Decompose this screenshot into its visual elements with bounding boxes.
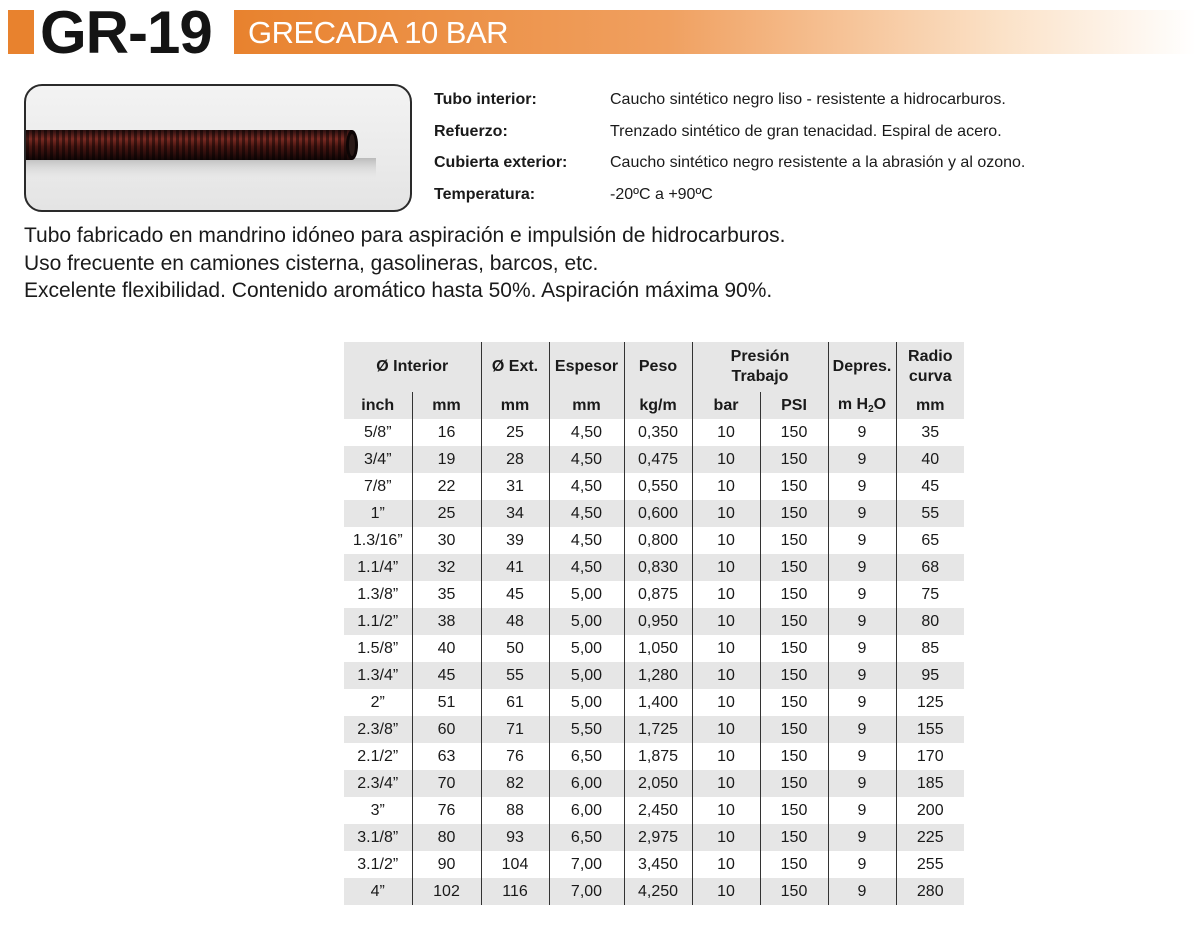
cell-psi: 150 <box>760 878 828 905</box>
cell-radio: 68 <box>896 554 964 581</box>
cell-radio: 85 <box>921 639 940 657</box>
cell-depres: 9 <box>828 581 896 608</box>
table-row <box>344 500 964 527</box>
cell-depres: 9 <box>828 824 896 851</box>
cell-espesor: 5,00 <box>549 662 624 689</box>
spec-label: Cubierta exterior: <box>434 154 568 171</box>
cell-radio: 155 <box>896 716 964 743</box>
unit-mh2o-sub: 2 <box>868 404 874 415</box>
cell-psi: 150 <box>760 554 828 581</box>
cell-inch: 1.1/4” <box>344 554 412 581</box>
cell-inch: 1.3/16” <box>344 527 412 554</box>
table-row <box>344 554 964 581</box>
cell-depres: 9 <box>828 419 896 446</box>
cell-mm-interior: 63 <box>412 743 481 770</box>
cell-inch: 3/4” <box>344 446 412 473</box>
cell-mm-interior: 25 <box>412 500 481 527</box>
cell-peso: 1,725 <box>624 716 692 743</box>
cell-bar: 10 <box>692 527 760 554</box>
header-radio-line1: Radio <box>908 348 953 365</box>
cell-inch: 1.3/8” <box>344 581 412 608</box>
table-header-row <box>344 342 964 392</box>
cell-mm-interior: 32 <box>412 554 481 581</box>
cell-depres: 9 <box>828 500 896 527</box>
cell-radio: 170 <box>916 747 944 765</box>
cell-inch: 5/8” <box>344 419 412 446</box>
spec-label: Tubo interior: <box>434 91 537 108</box>
specs-table <box>344 342 964 905</box>
cell-depres: 9 <box>828 797 896 824</box>
cell-peso: 2,450 <box>624 797 692 824</box>
cell-bar: 10 <box>692 743 760 770</box>
cell-depres: 9 <box>828 851 896 878</box>
table-units-row <box>344 392 964 419</box>
spec-value: Caucho sintético negro resistente a la abrasión y al ozono. <box>610 154 1026 171</box>
cell-psi: 150 <box>760 635 828 662</box>
cell-mm-interior: 70 <box>412 770 481 797</box>
cell-inch: 1.5/8” <box>344 635 412 662</box>
cell-peso: 1,280 <box>624 662 692 689</box>
cell-psi: 150 <box>760 743 828 770</box>
cell-espesor: 6,00 <box>549 770 624 797</box>
cell-bar: 10 <box>692 473 760 500</box>
cell-espesor: 4,50 <box>549 446 624 473</box>
cell-radio: 80 <box>896 608 964 635</box>
cell-bar: 10 <box>692 797 760 824</box>
cell-peso: 1,050 <box>624 635 692 662</box>
cell-radio: 255 <box>916 855 944 873</box>
description-line: Excelente flexibilidad. Contenido aromático hasta 50%. Aspiración máxima 90%. <box>24 279 773 302</box>
title-band <box>234 10 1196 54</box>
cell-mm-interior: 40 <box>412 635 481 662</box>
cell-peso: 2,050 <box>624 770 692 797</box>
cell-radio: 45 <box>921 477 940 495</box>
cell-depres: 9 <box>828 662 896 689</box>
table-row <box>344 878 964 905</box>
cell-psi: 150 <box>760 500 828 527</box>
cell-espesor: 4,50 <box>549 500 624 527</box>
cell-bar: 10 <box>692 554 760 581</box>
spec-label: Refuerzo: <box>434 122 508 140</box>
cell-peso: 1,400 <box>624 689 692 716</box>
table-row <box>344 797 964 824</box>
description-line: Tubo fabricado en mandrino idóneo para aspiración e impulsión de hidrocarburos. <box>24 224 786 247</box>
cell-mm-ext: 34 <box>481 500 549 527</box>
cell-mm-interior: 45 <box>412 662 481 689</box>
cell-bar: 10 <box>692 500 760 527</box>
cell-mm-ext: 61 <box>481 689 549 716</box>
product-image-frame <box>24 84 412 212</box>
spec-value: -20ºC a +90ºC <box>610 185 713 203</box>
cell-depres: 9 <box>828 635 896 662</box>
cell-depres: 9 <box>828 878 896 905</box>
cell-depres: 9 <box>828 689 896 716</box>
cell-espesor: 7,00 <box>549 851 624 878</box>
cell-mm-ext: 25 <box>481 419 549 446</box>
cell-bar: 10 <box>692 878 760 905</box>
cell-espesor: 5,00 <box>549 581 624 608</box>
cell-psi: 150 <box>760 608 828 635</box>
table-body <box>344 419 964 905</box>
cell-psi: 150 <box>760 446 828 473</box>
cell-mm-ext: 104 <box>481 851 549 878</box>
cell-bar: 10 <box>692 662 760 689</box>
cell-bar: 10 <box>692 851 760 878</box>
unit-mm-radio: mm <box>896 392 964 419</box>
cell-psi: 150 <box>760 527 828 554</box>
table-row <box>344 419 964 446</box>
cell-inch: 1.1/2” <box>344 608 412 635</box>
cell-mm-interior: 22 <box>412 473 481 500</box>
cell-radio: 55 <box>896 500 964 527</box>
cell-bar: 10 <box>692 581 760 608</box>
cell-inch: 7/8” <box>344 473 412 500</box>
cell-peso: 4,250 <box>624 878 692 905</box>
page-header <box>0 0 1196 66</box>
cell-radio: 65 <box>921 531 940 549</box>
cell-mm-interior: 102 <box>412 878 481 905</box>
cell-espesor: 7,00 <box>549 878 624 905</box>
spec-label: Temperatura: <box>434 185 536 203</box>
description-line: Uso frecuente en camiones cisterna, gasolineras, barcos, etc. <box>24 251 599 275</box>
cell-mm-interior: 76 <box>412 797 481 824</box>
unit-inch: inch <box>344 392 412 419</box>
cell-espesor: 5,00 <box>549 608 624 635</box>
unit-mh2o-suffix: O <box>873 396 887 413</box>
cell-peso: 2,975 <box>624 824 692 851</box>
cell-inch: 2.3/4” <box>344 770 412 797</box>
cell-inch: 2” <box>344 689 412 716</box>
cell-inch: 2.1/2” <box>344 743 412 770</box>
cell-mm-interior: 51 <box>412 689 481 716</box>
cell-inch: 3.1/8” <box>344 824 412 851</box>
cell-bar: 10 <box>692 608 760 635</box>
cell-psi: 150 <box>760 662 828 689</box>
cell-bar: 10 <box>692 689 760 716</box>
cell-peso: 1,875 <box>624 743 692 770</box>
cell-inch: 4” <box>344 878 412 905</box>
unit-mm-espesor: mm <box>549 392 624 419</box>
header-presion-line2: Trabajo <box>731 368 789 385</box>
cell-radio: 35 <box>921 423 940 441</box>
cell-peso: 0,550 <box>624 473 692 500</box>
cell-mm-ext: 76 <box>481 743 549 770</box>
unit-kgm: kg/m <box>624 392 692 419</box>
cell-psi: 150 <box>760 419 828 446</box>
cell-radio: 280 <box>896 878 964 905</box>
cell-peso: 0,475 <box>624 446 692 473</box>
header-presion <box>692 342 828 392</box>
cell-mm-interior: 16 <box>412 419 481 446</box>
cell-peso: 0,600 <box>624 500 692 527</box>
cell-mm-ext: 71 <box>481 716 549 743</box>
cell-peso: 3,450 <box>624 851 692 878</box>
product-description <box>24 222 786 305</box>
header-peso: Peso <box>624 342 692 392</box>
cell-radio: 95 <box>896 662 964 689</box>
table-row <box>344 581 964 608</box>
cell-peso: 0,875 <box>624 581 692 608</box>
cell-mm-ext: 39 <box>481 527 549 554</box>
corrugated-hose-image <box>26 86 410 210</box>
cell-espesor: 4,50 <box>549 554 624 581</box>
accent-bar <box>8 10 34 54</box>
cell-mm-ext: 88 <box>481 797 549 824</box>
header-presion-line1: Presión <box>730 348 790 365</box>
cell-mm-ext: 82 <box>481 770 549 797</box>
table-row <box>344 851 964 878</box>
unit-psi: PSI <box>760 392 828 419</box>
cell-mm-ext: 28 <box>481 446 549 473</box>
cell-inch: 3.1/2” <box>344 851 412 878</box>
header-radio-line2: curva <box>908 368 952 385</box>
header-depres: Depres. <box>828 342 896 392</box>
cell-mm-ext: 116 <box>481 878 549 905</box>
cell-mm-interior: 60 <box>412 716 481 743</box>
cell-espesor: 6,00 <box>549 797 624 824</box>
cell-espesor: 5,50 <box>549 716 624 743</box>
cell-mm-interior: 19 <box>412 446 481 473</box>
table-row <box>344 635 964 662</box>
cell-mm-interior: 80 <box>412 824 481 851</box>
cell-bar: 10 <box>692 446 760 473</box>
cell-psi: 150 <box>760 824 828 851</box>
unit-mm-ext: mm <box>481 392 549 419</box>
cell-mm-ext: 50 <box>481 635 549 662</box>
cell-radio: 75 <box>921 585 940 603</box>
cell-espesor: 4,50 <box>549 527 624 554</box>
cell-peso: 0,800 <box>624 527 692 554</box>
cell-psi: 150 <box>760 770 828 797</box>
table-row <box>344 689 964 716</box>
product-subtitle: GRECADA 10 BAR <box>248 15 509 50</box>
cell-espesor: 6,50 <box>549 824 624 851</box>
cell-psi: 150 <box>760 581 828 608</box>
unit-bar: bar <box>692 392 760 419</box>
table-row <box>344 743 964 770</box>
table-row <box>344 473 964 500</box>
header-radio <box>896 342 964 392</box>
cell-inch: 1.3/4” <box>344 662 412 689</box>
cell-radio: 40 <box>896 446 964 473</box>
cell-bar: 10 <box>692 716 760 743</box>
table-row <box>344 716 964 743</box>
cell-bar: 10 <box>692 419 760 446</box>
cell-mm-ext: 93 <box>481 824 549 851</box>
cell-inch: 2.3/8” <box>344 716 412 743</box>
cell-psi: 150 <box>760 851 828 878</box>
table-row <box>344 527 964 554</box>
cell-peso: 0,350 <box>624 419 692 446</box>
cell-psi: 150 <box>760 797 828 824</box>
cell-radio: 200 <box>916 801 944 819</box>
cell-peso: 0,950 <box>624 608 692 635</box>
cell-depres: 9 <box>828 527 896 554</box>
unit-mh2o-prefix: m H <box>837 396 869 413</box>
cell-mm-ext: 31 <box>481 473 549 500</box>
header-interior: Ø Interior <box>344 342 481 392</box>
cell-mm-interior: 90 <box>412 851 481 878</box>
cell-radio: 125 <box>916 693 944 711</box>
cell-mm-interior: 35 <box>412 581 481 608</box>
table-row <box>344 446 964 473</box>
cell-depres: 9 <box>828 770 896 797</box>
cell-depres: 9 <box>828 716 896 743</box>
cell-mm-interior: 30 <box>412 527 481 554</box>
spec-value: Trenzado sintético de gran tenacidad. Espiral de acero. <box>610 122 1002 140</box>
cell-espesor: 5,00 <box>549 635 624 662</box>
cell-psi: 150 <box>760 716 828 743</box>
cell-espesor: 5,00 <box>549 689 624 716</box>
cell-peso: 0,830 <box>624 554 692 581</box>
unit-mh2o <box>828 392 896 419</box>
table-row <box>344 662 964 689</box>
cell-bar: 10 <box>692 770 760 797</box>
table-row <box>344 608 964 635</box>
header-ext: Ø Ext. <box>481 342 549 392</box>
cell-psi: 150 <box>760 689 828 716</box>
header-espesor: Espesor <box>549 342 624 392</box>
cell-depres: 9 <box>828 608 896 635</box>
cell-bar: 10 <box>692 824 760 851</box>
cell-psi: 150 <box>760 473 828 500</box>
cell-bar: 10 <box>692 635 760 662</box>
cell-depres: 9 <box>828 473 896 500</box>
cell-mm-ext: 55 <box>481 662 549 689</box>
cell-radio: 225 <box>896 824 964 851</box>
table-row <box>344 824 964 851</box>
cell-mm-ext: 45 <box>481 581 549 608</box>
unit-mm-interior: mm <box>412 392 481 419</box>
cell-depres: 9 <box>828 446 896 473</box>
table-row <box>344 770 964 797</box>
cell-mm-interior: 38 <box>412 608 481 635</box>
cell-mm-ext: 48 <box>481 608 549 635</box>
cell-inch: 3” <box>344 797 412 824</box>
cell-inch: 1” <box>344 500 412 527</box>
cell-espesor: 6,50 <box>549 743 624 770</box>
cell-depres: 9 <box>828 554 896 581</box>
cell-depres: 9 <box>828 743 896 770</box>
cell-mm-ext: 41 <box>481 554 549 581</box>
cell-espesor: 4,50 <box>549 419 624 446</box>
cell-espesor: 4,50 <box>549 473 624 500</box>
spec-value: Caucho sintético negro liso - resistente a hidrocarburos. <box>610 91 1006 108</box>
product-code: GR-19 <box>40 0 212 66</box>
cell-radio: 185 <box>896 770 964 797</box>
